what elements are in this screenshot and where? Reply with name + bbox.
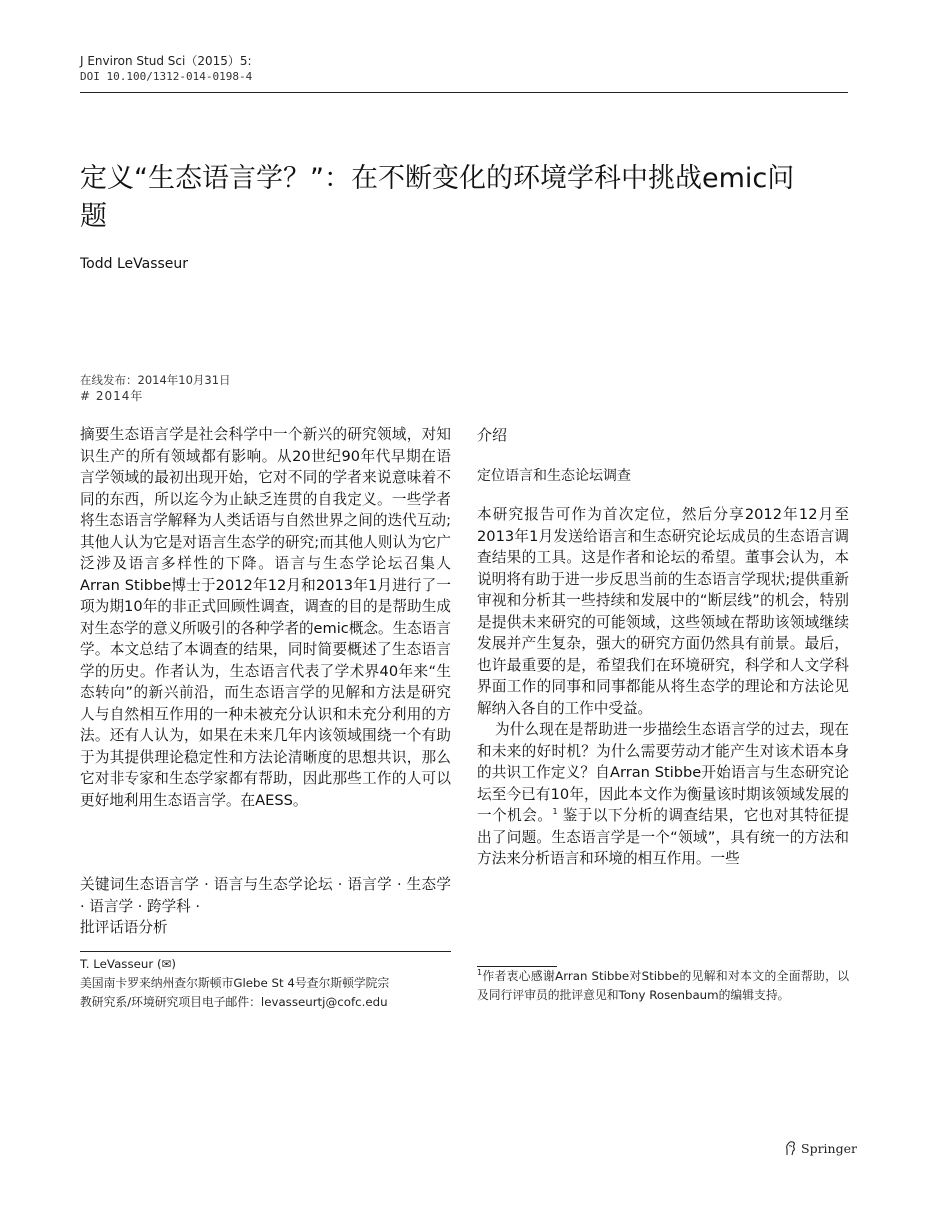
- footnote: [477, 967, 849, 1005]
- affiliation-name: T. LeVasseur (✉): [80, 957, 177, 971]
- footnote-reference[interactable]: 1: [552, 807, 558, 817]
- footnote-marker: 1: [477, 968, 483, 978]
- journal-citation: J Environ Stud Sci（2015）5:: [80, 54, 252, 68]
- footnote-text: 作者衷心感谢Arran Stibbe对Stibbe的见解和对本文的全面帮助，以及同行评审员的批评意见和Tony Rosenbaum的编辑支持。: [477, 969, 849, 1002]
- doi[interactable]: DOI 10.100/1312-014-0198-4: [80, 70, 253, 83]
- paragraph-1: 本研究报告可作为首次定位，然后分享2012年12月至2013年1月发送给语言和生态研究论坛成员的生态语言调查结果的工具。这是作者和论坛的希望。董事会认为，本说明将有助于进一步反思当前的生态语言学现状;提供重新审视和分析其一些持续和发展中的“断层线”的机会，特别是提供未来研究的可能领域，这些领域在帮助该领域继续发展并产生复杂，强大的研究方面仍然具有前景。最后，也许最重要的是，希望我们在环境研究，科学和人文学科界面工作的同事和同事都能从将生态学的理论和方法论见解纳入各自的工作中受益。: [477, 506, 849, 717]
- paragraph-2-text: 为什么现在是帮助进一步描绘生态语言学的过去，现在和未来的好时机？为什么需要劳动才能产生对该术语本身的共识工作定义？自Arran Stibbe开始语言与生态研究论坛至今已有10年，因此本文作为衡量该时期该领域发展的一个机会。: [477, 721, 849, 824]
- paragraph-2: [477, 719, 849, 870]
- publisher-logo: [784, 1140, 857, 1156]
- springer-horse-icon: [784, 1140, 797, 1156]
- section-heading-introduction: 介绍: [477, 426, 508, 444]
- author-name: Todd LeVasseur: [80, 256, 189, 272]
- article-title: 定义“生态语言学？”：在不断变化的环境学科中挑战emic问题: [80, 163, 795, 232]
- keywords: 关键词生态语言学 · 语言与生态学论坛 · 语言学 · 生态学 · 语言学 · 跨学科 · 批评话语分析: [80, 876, 451, 936]
- affiliation-divider: [80, 951, 451, 952]
- author-affiliation: [80, 955, 451, 1012]
- abstract-text: 摘要生态语言学是社会科学中一个新兴的研究领域，对知识生产的所有领域都有影响。从20世纪90年代早期在语言学领域的最初出现开始，它对不同的学者来说意味着不同的东西，所以迄今为止缺乏连贯的自我定义。一些学者将生态语言学解释为人类话语与自然世界之间的迭代互动;其他人认为它是对语言生态学的研究;而其他人则认为它广泛涉及语言多样性的下降。语言与生态学论坛召集人Arran Stibbe博士于2012年12月和2013年1月进行了一项为期10年的非正式回顾性调查，调查的目的是帮助生成对生态学的意义所吸引的各种学者的emic概念。生态语言学。本文总结了本调查的结果，同时简要概述了生态语言学的历史。作者认为，生态语言代表了学术界40年来“生态转向”的新兴前沿，而生态语言学的见解和方法是研究人与自然相互作用的一种未被充分认识和未充分利用的方法。还有人认为，如果在未来几年内该领域围绕一个有助于为其提供理论稳定性和方法论清晰度的思想共识，那么它对非专家和生态学家都有帮助，因此那些工作的人可以更好地利用生态语言学。在AESS。: [80, 426, 451, 809]
- body-text: [477, 504, 849, 870]
- affiliation-address-line-2[interactable]: 教研究系/环境研究项目电子邮件：levasseurtj@cofc.edu: [80, 995, 388, 1009]
- header-divider: [80, 92, 848, 93]
- publisher-name: Springer: [801, 1140, 857, 1156]
- copyright-year: # 2014年: [80, 389, 144, 403]
- subsection-heading: 定位语言和生态论坛调查: [477, 468, 631, 484]
- paragraph-2-continuation: 鉴于以下分析的调查结果，它也对其特征提出了问题。生态语言学是一个“领域”，具有统一的方法和方法来分析语言和环境的相互作用。一些: [477, 807, 849, 867]
- affiliation-address-line-1: 美国南卡罗来纳州查尔斯顿市Glebe St 4号查尔斯顿学院宗: [80, 976, 390, 990]
- published-date: 在线发布：2014年10月31日: [80, 373, 231, 387]
